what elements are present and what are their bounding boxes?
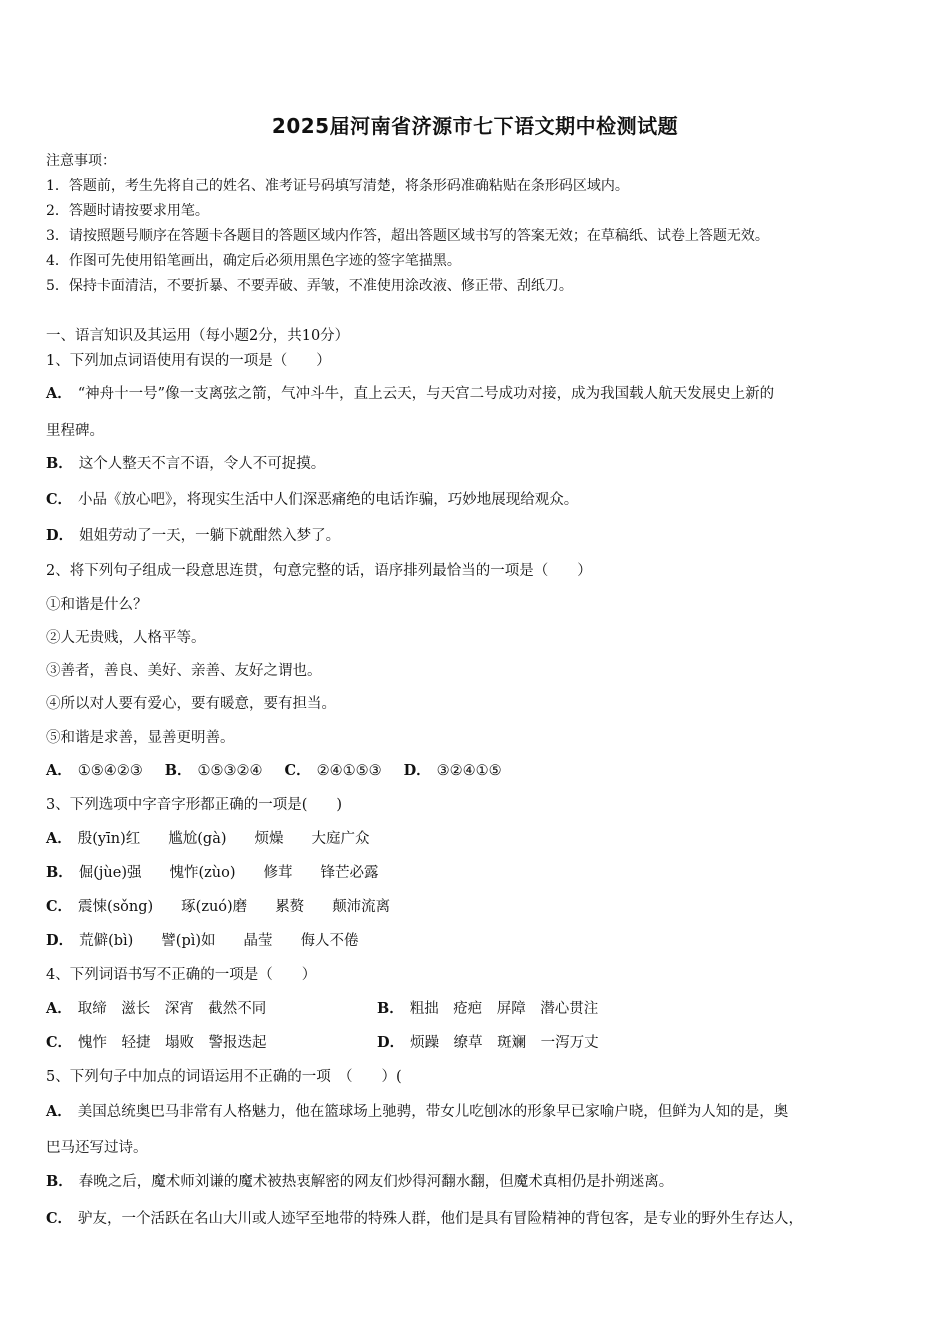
question-2-sentence: ③善者，善良、美好、亲善、友好之谓也。 [46, 663, 322, 679]
option-text: ①⑤④②③ [77, 763, 143, 779]
option-text: 美国总统奥巴马非常有人格魅力，他在篮球场上驰骋，带女儿吃刨冰的形象早已家喻户晓，但鲜为人知的是，奥 [77, 1104, 789, 1120]
option-item: 荒僻(bì) [79, 933, 134, 949]
option-label: D． [46, 932, 74, 949]
option-label: A． [46, 385, 72, 402]
option-label: D． [377, 1034, 405, 1051]
option-label: C． [284, 762, 311, 779]
question-4-option-d [377, 1033, 599, 1053]
option-item: 愧怍(zùo) [169, 865, 236, 881]
notice-item: 3．请按照题号顺序在答题卡各题目的答题区域内作答，超出答题区域书写的答案无效；在草稿纸、试卷上答题无效。 [46, 228, 769, 244]
option-item: 晶莹 [243, 933, 273, 949]
option-label: D． [403, 762, 431, 779]
notice-heading: 注意事项： [46, 153, 116, 169]
question-5-option-a [46, 1102, 788, 1122]
option-label: D． [46, 527, 74, 544]
option-item: 烦燥 [254, 831, 284, 847]
notice-item: 2．答题时请按要求用笔。 [46, 203, 209, 219]
option-label: A． [46, 830, 72, 847]
option-label: A． [46, 1000, 72, 1017]
question-4-option-a [46, 999, 266, 1019]
option-label: B． [164, 762, 192, 779]
option-label: C． [46, 898, 73, 915]
question-5-option-c [46, 1209, 803, 1229]
question-2-options [46, 761, 502, 781]
question-2-stem: 2、将下列句子组成一段意思连贯，句意完整的话，语序排列最恰当的一项是（ ） [46, 563, 592, 579]
question-5-option-b [46, 1172, 673, 1192]
option-text: 取缔 滋长 深宵 截然不同 [77, 1001, 267, 1017]
question-1-option-c [46, 490, 578, 510]
question-1-stem: 1、下列加点词语使用有误的一项是（ ） [46, 353, 331, 369]
question-2-sentence: ①和谐是什么？ [46, 597, 148, 613]
option-item: 殷(yīn)红 [77, 831, 141, 847]
question-3-option-c [46, 897, 390, 917]
notice-item: 1．答题前，考生先将自己的姓名、准考证号码填写清楚，将条形码准确粘贴在条形码区域内。 [46, 178, 629, 194]
option-item: 侮人不倦 [300, 933, 359, 949]
option-label: A． [46, 1103, 72, 1120]
option-text: 愧怍 轻捷 塌败 警报迭起 [78, 1035, 267, 1051]
option-item: 累赘 [275, 899, 305, 915]
question-3-option-d [46, 931, 359, 951]
option-label: B． [46, 864, 73, 881]
option-item: 大庭广众 [311, 831, 370, 847]
option-item: 修茸 [263, 865, 293, 881]
option-text: ②④①⑤③ [316, 763, 382, 779]
question-3-option-a [46, 829, 370, 849]
option-item: 琢(zuó)磨 [181, 899, 248, 915]
option-item: 锋芒必露 [320, 865, 379, 881]
question-5-stem: 5、下列句子中加点的词语运用不正确的一项 （ ）( [46, 1069, 402, 1085]
question-1-option-d [46, 526, 340, 546]
question-4-stem: 4、下列词语书写不正确的一项是（ ） [46, 967, 317, 983]
option-text: 这个人整天不言不语，令人不可捉摸。 [78, 456, 326, 472]
question-3-option-b [46, 863, 379, 883]
option-label: C． [46, 1210, 73, 1227]
notice-item: 4．作图可先使用铅笔画出，确定后必须用黑色字迹的签字笔描黑。 [46, 253, 461, 269]
option-text: 小品《放心吧》，将现实生活中人们深恶痛绝的电话诈骗，巧妙地展现给观众。 [78, 492, 579, 508]
option-item: 颠沛流离 [332, 899, 391, 915]
option-text: “神舟十一号”像一支离弦之箭，气冲斗牛，直上云天，与天宫二号成功对接，成为我国载人航天发展史上新的 [77, 386, 775, 402]
question-5-option-a-cont: 巴马还写过诗。 [46, 1140, 148, 1156]
question-2-sentence: ⑤和谐是求善，显善更明善。 [46, 730, 235, 746]
option-item: 震悚(sǒng) [78, 899, 154, 915]
question-1-option-a [46, 384, 774, 404]
option-text: 春晚之后，魔术师刘谦的魔术被热衷解密的网友们炒得河翻水翻，但魔术真相仍是扑朔迷离。 [78, 1174, 674, 1190]
option-item: 倔(jùe)强 [78, 865, 142, 881]
question-2-sentence: ②人无贵贱，人格平等。 [46, 630, 206, 646]
option-label: C． [46, 1034, 73, 1051]
option-text: 粗拙 疮疤 屏障 潜心贯注 [409, 1001, 599, 1017]
option-text: 驴友，一个活跃在名山大川或人迹罕至地带的特殊人群，他们是具有冒险精神的背包客，是专业的野外生存达人， [78, 1211, 804, 1227]
question-2-sentence: ④所以对人要有爱心，要有暖意，要有担当。 [46, 696, 336, 712]
page-title: 2025届河南省济源市七下语文期中检测试题 [271, 114, 679, 138]
question-4-option-c [46, 1033, 267, 1053]
question-4-option-b [377, 999, 598, 1019]
option-item: 譬(pì)如 [161, 933, 216, 949]
option-text: 姐姐劳动了一天，一躺下就酣然入梦了。 [79, 528, 341, 544]
option-label: B． [46, 1173, 73, 1190]
option-text: 烦躁 缭草 斑斓 一泻万丈 [410, 1035, 599, 1051]
option-text: ③②④①⑤ [436, 763, 502, 779]
question-3-stem: 3、下列选项中字音字形都正确的一项是( ) [46, 797, 343, 813]
option-label: C． [46, 491, 73, 508]
option-label: B． [46, 455, 73, 472]
section-heading: 一、语言知识及其运用（每小题2分，共10分） [46, 328, 350, 344]
option-label: B． [377, 1000, 404, 1017]
question-1-option-a-cont: 里程碑。 [46, 423, 104, 439]
option-text: ①⑤③②④ [197, 763, 263, 779]
option-item: 尴尬(gà) [168, 831, 227, 847]
question-1-option-b [46, 454, 325, 474]
notice-item: 5．保持卡面清洁，不要折暴、不要弄破、弄皱，不准使用涂改液、修正带、刮纸刀。 [46, 278, 573, 294]
option-label: A． [46, 762, 72, 779]
